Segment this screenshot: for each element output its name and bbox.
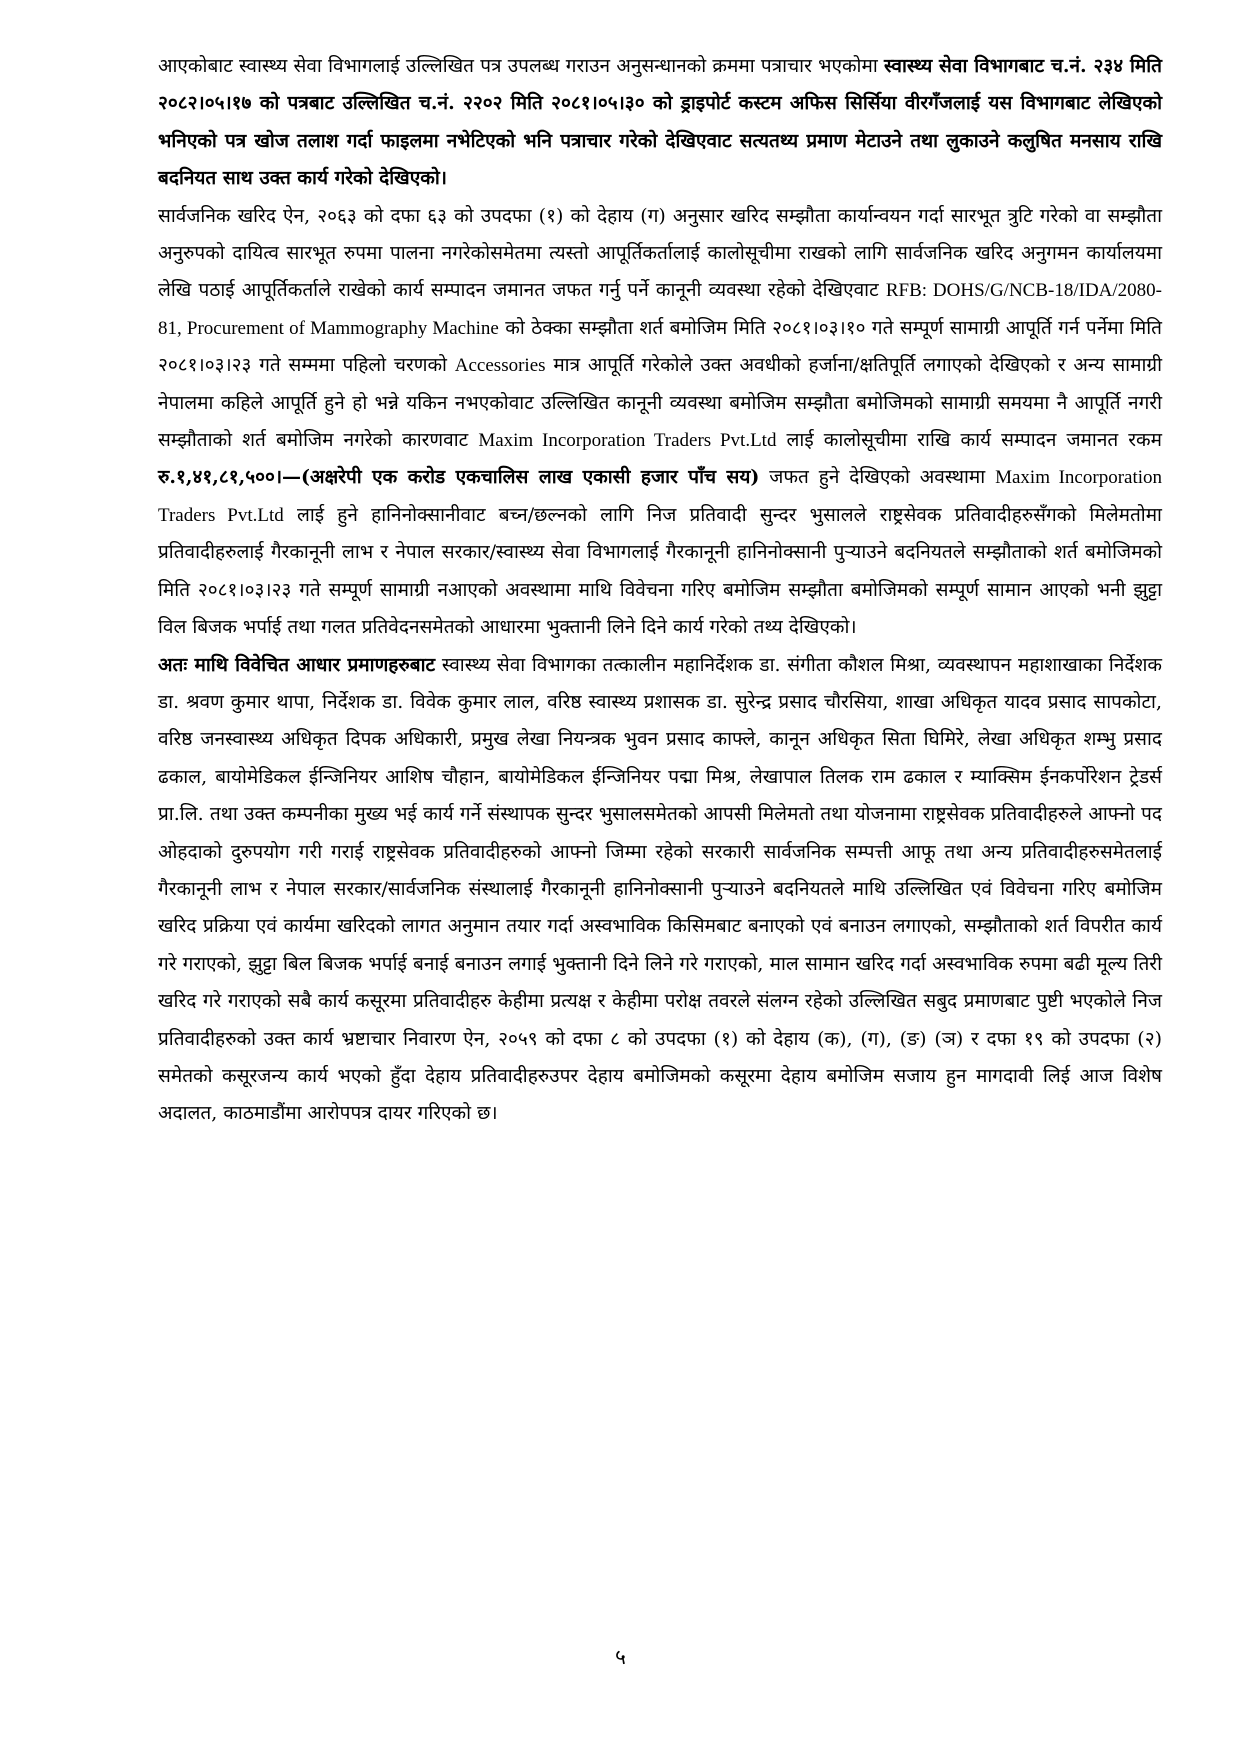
page-number: ५ bbox=[615, 1645, 626, 1669]
paragraph-1-text: आएकोबाट स्वास्थ्य सेवा विभागलाई उल्लिखित पत्र उपलब्ध गराउन अनुसन्धानको क्रममा पत्राचार भएकोमा bbox=[158, 55, 884, 77]
rfb-reference: RFB: DOHS/G/NCB-18/IDA/2080-81, Procurement of Mammography Machine bbox=[158, 280, 1162, 339]
paragraph-1-bold-text: स्वास्थ्य सेवा विभागबाट च.नं. २३४ मिति २०८२।०५।१७ को पत्रबाट उल्लिखित च.नं. २२०२ मिति २०८१।०५।३० को ड्राइपोर्ट कस्टम अफिस सिर्सिया वीरगँजलाई यस विभागबाट लेखिएको भनिएको पत्र खोज तलाश गर्दा फाइलमा नभेटिएको भनि पत्राचार गरेको देखिएवाट सत्यतथ्य प्रमाण मेटाउने तथा लुकाउने कलुषित मनसाय राखि बदनियत साथ उक्त कार्य गरेको देखिएको। bbox=[158, 55, 1162, 190]
paragraph-2-text-a: सार्वजनिक खरिद ऐन, २०६३ को दफा ६३ को उपदफा (१) को देहाय (ग) अनुसार खरिद सम्झौता कार्यान्वयन गर्दा सारभूत त्रुटि गरेको वा सम्झौता अनुरुपको दायित्व सारभूत रुपमा पालना नगरेकोसमेतमा त्यस्तो आपूर्तिकर्तालाई कालोसूचीमा राखको लागि सार्वजनिक खरिद अनुगमन कार्यालयमा लेखि पठाई आपूर्तिकर्ताले राखेको कार्य सम्पादन जमानत जफत गर्नु पर्ने कानूनी व्यवस्था रहेको देखिएवाट bbox=[158, 204, 1162, 302]
paragraph-3-bold-lead: अतः माथि विवेचित आधार प्रमाणहरुबाट bbox=[158, 653, 436, 676]
paragraph-2-text-c: मात्र आपूर्ति गरेकोले उक्त अवधीको हर्जाना/क्षतिपूर्ति लगाएको देखिएको र अन्य सामाग्री नेपालमा कहिले आपूर्ति हुने हो भन्ने यकिन नभएकोवाट उल्लिखित कानूनी व्यवस्था बमोजिम सम्झौता बमोजिमको सामाग्री समयमा नै आपूर्ति नगरी सम्झौताको शर्त बमोजिम नगरेको कारणवाट bbox=[158, 354, 1162, 452]
paragraph-3 bbox=[158, 647, 1162, 1133]
paragraph-1 bbox=[158, 48, 1162, 198]
company-name: Maxim Incorporation Traders Pvt.Ltd bbox=[478, 430, 777, 452]
document-body bbox=[158, 48, 1162, 1133]
accessories-term: Accessories bbox=[454, 355, 546, 377]
paragraph-2-text-d: लाई कालोसूचीमा राखि कार्य सम्पादन जमानत रकम bbox=[776, 429, 1162, 452]
paragraph-2-text-e: जफत हुने देखिएको अवस्थामा bbox=[759, 466, 996, 489]
paragraph-2 bbox=[158, 198, 1162, 647]
paragraph-2-text-f: लाई हुने हानिनोक्सानीवाट बच्न/छल्नको लागि निज प्रतिवादी सुन्दर भुसालले राष्ट्रसेवक प्रतिवादीहरुसँगको मिलेमतोमा प्रतिवादीहरुलाई गैरकानूनी लाभ र नेपाल सरकार/स्वास्थ्य सेवा विभागलाई गैरकानूनी हानिनोक्सानी पुऱ्याउने बदनियतले सम्झौताको शर्त बमोजिमको मिति २०८१।०३।२३ गते सम्पूर्ण सामाग्री नआएको अवस्थामा माथि विवेचना गरिए बमोजिम सम्झौता बमोजिमको सम्पूर्ण सामान आएको भनी झुट्टा विल बिजक भर्पाई तथा गलत प्रतिवेदनसमेतको आधारमा भुक्तानी लिने दिने कार्य गरेको तथ्य देखिएको। bbox=[158, 503, 1162, 639]
guarantee-amount: रु.१,४१,८१,५००।—(अक्षरेपी एक करोड एकचालिस लाख एकासी हजार पाँच सय) bbox=[158, 466, 760, 489]
company-name: Maxim Incorporation Traders Pvt.Ltd bbox=[158, 467, 1163, 526]
paragraph-2-text-b: को ठेक्का सम्झौता शर्त बमोजिम मिति २०८१।०३।१० गते सम्पूर्ण सामाग्री आपूर्ति गर्न पर्नेमा मिति २०८१।०३।२३ गते सम्ममा पहिलो चरणको bbox=[158, 316, 1162, 377]
paragraph-3-text: स्वास्थ्य सेवा विभागका तत्कालीन महानिर्देशक डा. संगीता कौशल मिश्रा, व्यवस्थापन महाशाखाका निर्देशक डा. श्रवण कुमार थापा, निर्देशक डा. विवेक कुमार लाल, वरिष्ठ स्वास्थ्य प्रशासक डा. सुरेन्द्र प्रसाद चौरसिया, शाखा अधिकृत यादव प्रसाद सापकोटा, वरिष्ठ जनस्वास्थ्य अधिकृत दिपक अधिकारी, प्रमुख लेखा नियन्त्रक भुवन प्रसाद काफ्ले, कानून अधिकृत सिता घिमिरे, लेखा अधिकृत शम्भु प्रसाद ढकाल, बायोमेडिकल ईन्जिनियर आशिष चौहान, बायोमेडिकल ईन्जिनियर पद्मा मिश्र, लेखापाल तिलक राम ढकाल र म्याक्सिम ईनकर्पोरेशन ट्रेडर्स प्रा.लि. तथा उक्त कम्पनीका मुख्य भई कार्य गर्ने संस्थापक सुन्दर भुसालसमेतको आपसी मिलेमतो तथा योजनामा राष्ट्रसेवक प्रतिवादीहरुले आफ्नो पद ओहदाको दुरुपयोग गरी गराई राष्ट्रसेवक प्रतिवादीहरुको आफ्नो जिम्मा रहेको सरकारी सार्वजनिक सम्पत्ती आफू तथा अन्य प्रतिवादीहरुसमेतलाई गैरकानूनी लाभ र नेपाल सरकार/सार्वजनिक संस्थालाई गैरकानूनी हानिनोक्सानी पुऱ्याउने बदनियतले माथि उल्लिखित एवं विवेचना गरिए बमोजिम खरिद प्रक्रिया एवं कार्यमा खरिदको लागत अनुमान तयार गर्दा अस्वभाविक किसिमबाट बनाएको एवं बनाउन लगाएको, सम्झौताको शर्त विपरीत कार्य गरे गराएको, झुट्टा बिल बिजक भर्पाई बनाई बनाउन लगाई भुक्तानी दिने लिने गरे गराएको, माल सामान खरिद गर्दा अस्वभाविक रुपमा बढी मूल्य तिरी खरिद गरे गराएको सबै कार्य कसूरमा प्रतिवादीहरु केहीमा प्रत्यक्ष र केहीमा परोक्ष तवरले संलग्न रहेको उल्लिखित सबुद प्रमाणबाट पुष्टी भएकोले निज प्रतिवादीहरुको उक्त कार्य भ्रष्टाचार निवारण ऐन, २०५९ को दफा ८ को उपदफा (१) को देहाय (क), (ग), (ङ) (ञ) र दफा १९ को उपदफा (२) समेतको कसूरजन्य कार्य भएको हुँदा देहाय प्रतिवादीहरुउपर देहाय बमोजिमको कसूरमा देहाय बमोजिम सजाय हुन मागदावी लिई आज विशेष अदालत, काठमाडौंमा आरोपपत्र दायर गरिएको छ। bbox=[158, 653, 1162, 1125]
